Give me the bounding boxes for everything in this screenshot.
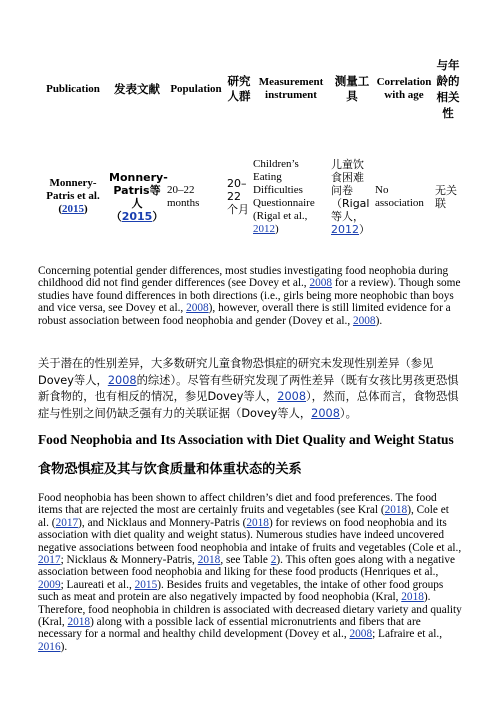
text-run: Food neophobia has been shown to affect children’s diet and food preferences. The food items that are rejected the most are certainly fruits and vegetables (see Kral ( [38,492,437,517]
citation-link[interactable]: 2017 [55,516,79,529]
text-run: for a review). Though some studies have found differences in both directions (i.e., girls being more neophobic than boys and vice versa, see Dovey et al., [38,277,461,315]
text-run: ; Laureati et al., [60,578,135,591]
cell-population: 20–22 months [167,183,200,209]
paragraph-diet-quality [38,492,462,653]
text-run: ). [375,314,383,327]
year-link[interactable]: 2015 [121,209,153,223]
text-run: ) along with a possible lack of essential micronutrients and fibers that are necessary for a normal and healthy child development (Dovey et al., [38,616,421,641]
section-heading-en: Food Neophobia and Its Association with Diet Quality and Weight Status [38,432,454,447]
citation-link[interactable]: 2015 [134,578,158,591]
text-run: ), however, overall there is still limited evidence for a robust association between food neophobia and gender (Dovey et al., [38,302,451,327]
text-run: ). This often goes along with a negative association between food neophobia and liking for these food products (Henriques et al., [38,554,456,579]
citation-link[interactable]: 2009 [38,578,61,591]
publication-table [38,34,462,249]
publication-text: Monnery-Patris et al. ( [46,177,100,215]
text-run: , see Table [220,554,271,567]
text-run: ), Cole et al. ( [38,504,449,529]
cell-population-cn: 20–22个月 [227,177,249,216]
paren-close: ) [275,222,279,235]
header-population: Population [170,82,222,95]
header-correlation-cn: 与年龄的相关性 [436,58,460,120]
citation-link[interactable]: 2018 [384,504,408,517]
publication-text-cn: Monnery-Patris等人（ [109,170,168,223]
paren-close: ) [84,203,88,215]
text-run: ), and Nicklaus and Monnery-Patris ( [78,516,247,529]
citation-link[interactable]: 2008 [349,628,373,641]
header-instrument: Measurement instrument [258,76,324,101]
instrument-text: Children’s Eating Difficulties Questionnaire (Rigal et al., [253,157,315,222]
header-publication: Publication [46,82,100,95]
citation-link[interactable]: 2008 [186,302,209,315]
text-run: ; Nicklaus & Monnery-Patris, [60,554,198,567]
cell-publication-cn [108,144,166,249]
paren-close-cn: ） [152,209,164,223]
instrument-text-cn: 儿童饮食困难问卷（Rigal等人， [331,157,370,223]
cell-publication [38,144,108,249]
table-header-row [38,34,462,144]
header-correlation: Correlation with age [376,76,432,101]
citation-link[interactable]: 2018 [246,516,269,529]
citation-link[interactable]: 2016 [38,640,61,653]
paragraph-gender-en [38,265,462,327]
text-run: ). [60,640,68,653]
citation-link[interactable]: 2008 [352,314,376,327]
table-row [38,144,462,249]
year-link[interactable]: 2012 [331,222,359,236]
citation-link[interactable]: 2017 [38,554,61,567]
citation-link[interactable]: 2008 [277,390,307,403]
citation-link[interactable]: 2018 [401,591,424,604]
text-run: 关于潜在的性别差异，大多数研究儿童食物恐惧症的研究未发现性别差异（参见Dovey等人， [38,357,434,387]
citation-link[interactable]: 2008 [311,406,340,420]
table-link[interactable]: 2 [270,554,277,567]
citation-link[interactable]: 2008 [107,373,137,387]
paren-close-cn: ） [359,222,370,236]
text-run: ). Besides fruits and vegetables, the intake of other food groups such as meat and protein are also negatively impacted by food neophobia (Kral, [38,578,444,604]
year-link[interactable]: 2012 [253,222,275,235]
text-run: Concerning potential gender differences, most studies investigating food neophobia during childhood did not find gender differences (see Dovey et al., [38,265,449,290]
year-link[interactable]: 2015 [62,203,84,215]
citation-link[interactable]: 2008 [309,277,333,290]
cell-instrument-cn [330,144,374,249]
paragraph-gender-cn [38,356,462,422]
text-run: ) for reviews on food neophobia and its association with diet quality and weight status). Numerous studies have indeed uncovered negative associations between food neophobia and intake of fruits and vegetables (Cole et al., [38,516,462,554]
header-population-cn: 研究人群 [227,74,251,103]
citation-link[interactable]: 2018 [197,554,221,567]
citation-link[interactable]: 2018 [67,616,91,629]
text-run: ）。 [339,406,357,420]
text-run: ），然而，总体而言，食物恐惧症与性别之间仍缺乏强有力的关联证据（Dovey等人， [38,390,459,420]
text-run: 的综述）。尽管有些研究发现了两性差异（既有女孩比男孩更恐惧新食物的，也有相反的情况，参见Dovey等人， [38,373,459,403]
header-instrument-cn: 测量工具 [334,74,370,103]
section-heading-cn: 食物恐惧症及其与饮食质量和体重状态的关系 [38,462,302,477]
text-run: ; Lafraire et al., [372,628,443,641]
header-publication-cn: 发表文献 [114,81,160,96]
cell-correlation-cn: 无关联 [435,183,457,210]
cell-correlation: No association [375,183,424,209]
cell-instrument [252,144,330,249]
text-run: ). Therefore, food neophobia in children is associated with decreased dietary variety and quality (Kral, [38,591,462,629]
